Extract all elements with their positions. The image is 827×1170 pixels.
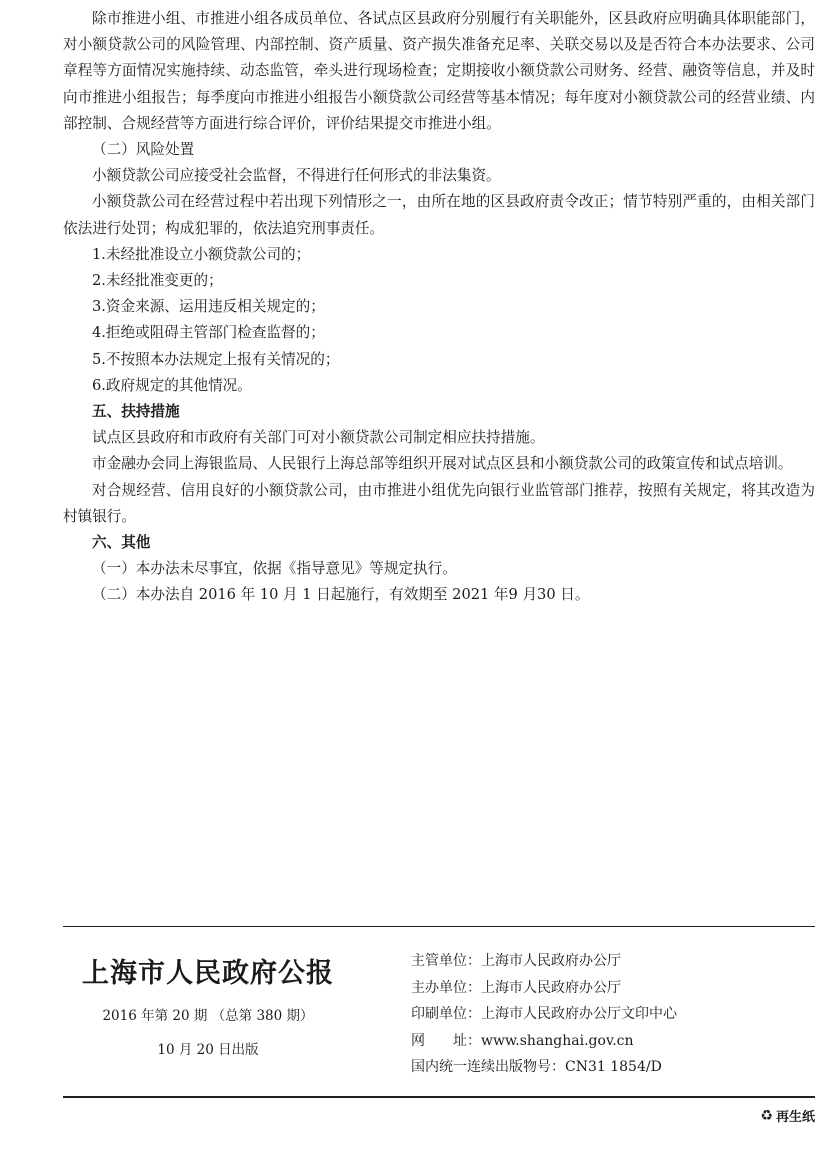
paragraph: 1.未经批准设立小额贷款公司的；: [92, 245, 311, 263]
paragraph: 试点区县政府和市政府有关部门可对小额贷款公司制定相应扶持措施。: [92, 429, 545, 447]
publication-info: [411, 948, 677, 1081]
footer-bottom-rule: [63, 1096, 815, 1098]
paragraph: 小额贷款公司在经营过程中若出现下列情形之一，由所在地的区县政府责令改正；情节特别严重的，由相关部门依法进行处罚；构成犯罪的，依法追究刑事责任。: [63, 193, 815, 237]
info-sponsor: 主办单位：上海市人民政府办公厅: [411, 979, 621, 996]
publish-date: 10 月 20 日出版: [157, 1042, 259, 1058]
info-supervisor: 主管单位：上海市人民政府办公厅: [411, 953, 621, 969]
paragraph: 小额贷款公司应接受社会监督，不得进行任何形式的非法集资。: [92, 167, 501, 185]
footer-top-rule: [63, 926, 815, 927]
section-heading: 六、其他: [92, 534, 151, 552]
journal-masthead: [63, 956, 353, 1060]
recycled-paper-mark: [760, 1106, 815, 1125]
info-serial-number: 国内统一连续出版物号：CN31 1854/D: [411, 1059, 662, 1075]
paragraph: 5.不按照本办法规定上报有关情况的；: [92, 350, 340, 368]
paragraph: 除市推进小组、市推进小组各成员单位、各试点区县政府分别履行有关职能外，区县政府应明确具体职能部门，对小额贷款公司的风险管理、内部控制、资产质量、资产损失准备充足率、关联交易以及是否符合本办法要求、公司章程等方面情况实施持续、动态监管，牵头进行现场检查；定期接收小额贷款公司财务、经营、融资等信息，并及时向市推进小组报告；每季度向市推进小组报告小额贷款公司经营等基本情况；每年度对小额贷款公司的经营业绩、内部控制、合规经营等方面进行综合评价，评价结果提交市推进小组。: [63, 10, 815, 132]
subsection-heading: （二）风险处置: [92, 141, 195, 159]
paragraph: 6.政府规定的其他情况。: [92, 376, 252, 394]
recycled-paper-label: 再生纸: [775, 1110, 815, 1125]
paragraph: 2.未经批准变更的；: [92, 272, 223, 290]
info-website: 网 址：www.shanghai.gov.cn: [411, 1032, 634, 1049]
section-heading: 五、扶持措施: [92, 403, 180, 421]
paragraph: （一）本办法未尽事宜，依据《指导意见》等规定执行。: [92, 560, 457, 578]
paragraph: 4.拒绝或阻碍主管部门检查监督的；: [92, 324, 325, 342]
paragraph: （二）本办法自 2016 年 10 月 1 日起施行，有效期至 2021 年9 月30 日。: [92, 586, 590, 604]
journal-title: 上海市人民政府公报: [82, 958, 334, 989]
paragraph: 3.资金来源、运用违反相关规定的；: [92, 298, 325, 316]
issue-number: 2016 年第 20 期 （总第 380 期）: [102, 1008, 314, 1024]
paragraph: 对合规经营、信用良好的小额贷款公司，由市推进小组优先向银行业监管部门推荐，按照有关规定，将其改造为村镇银行。: [63, 481, 815, 525]
paragraph: 市金融办会同上海银监局、人民银行上海总部等组织开展对试点区县和小额贷款公司的政策宣传和试点培训。: [92, 455, 793, 473]
recycle-icon: ♻: [760, 1107, 773, 1124]
document-body: [63, 6, 815, 609]
info-printer: 印刷单位：上海市人民政府办公厅文印中心: [411, 1006, 677, 1022]
